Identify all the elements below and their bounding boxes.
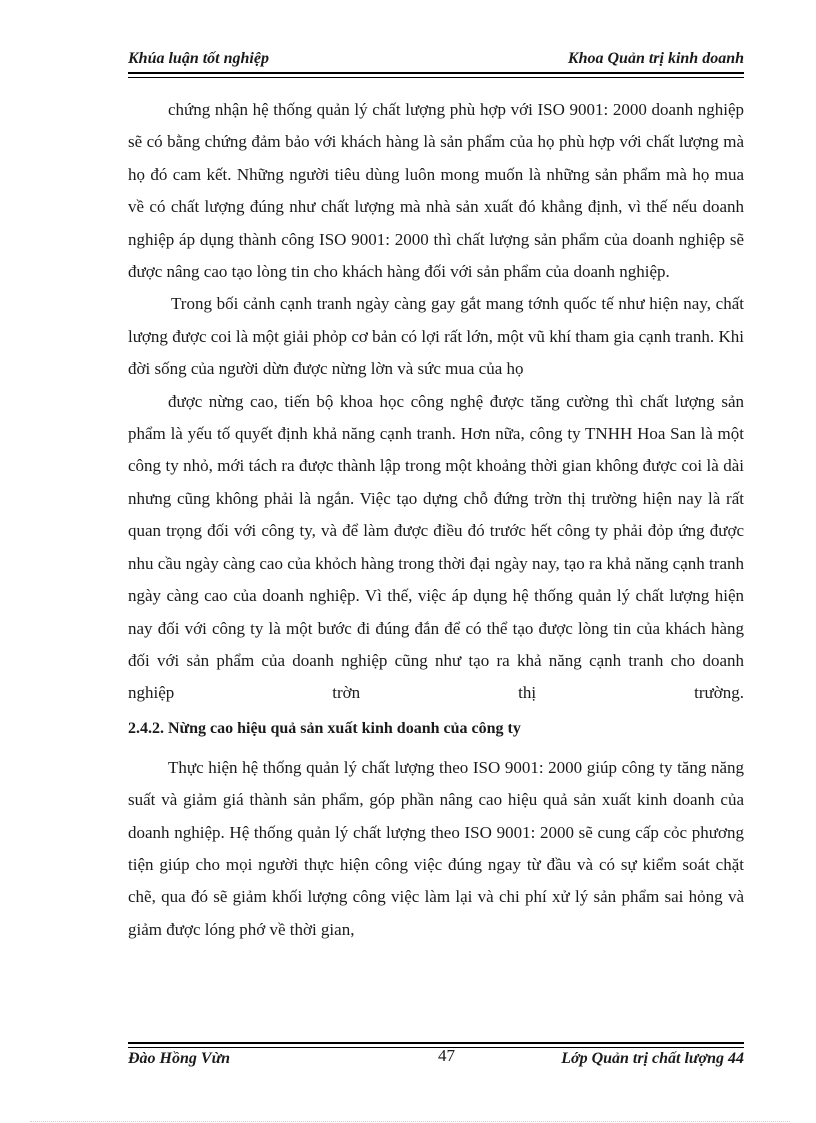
document-body [128,94,744,946]
page-footer [128,1046,744,1070]
footer-class: Lớp Quản trị chất lượng 44 [561,1050,744,1067]
footer-author: Đào Hồng Vừn [128,1050,231,1067]
header-thesis-label: Khúa luận tốt nghiệp [128,50,269,67]
section-heading-2-4-2: 2.4.2. Nừng cao hiệu quả sản xuất kinh doanh của công ty [128,719,521,737]
paragraph-company-position: được nừng cao, tiến bộ khoa học công nghệ được tăng cường thì chất lượng sản phẩm là yếu tố quyết định khả năng cạnh tranh. Hơn nữa, công ty TNHH Hoa San là một công ty nhỏ, mới tách ra được thành lập trong một khoảng thời gian không được coi là dài nhưng cũng không phải là ngắn. Việc tạo dựng chỗ đứng trờn thị trường hiện nay là rất quan trọng đối với công ty, và để làm được điều đó trước hết công ty phải đỏp ứng được nhu cầu ngày càng cao của khỏch hàng trong thời đại ngày nay, tạo ra khả năng cạnh tranh ngày càng cao của doanh nghiệp. Vì thế, việc áp dụng hệ thống quản lý chất lượng hiện nay đối với công ty là một bước đi đúng đắn để có thể tạo được lòng tin của khách hàng đối với sản phẩm của doanh nghiệp cũng như tạo ra khả năng cạnh tranh cho doanh nghiệp trờn thị trường. [128,391,744,703]
page-number: 47 [438,1046,455,1065]
paragraph-competition-context: Trong bối cảnh cạnh tranh ngày càng gay gắt mang tớnh quốc tế như hiện nay, chất lượng được coi là một giải phỏp cơ bản có lợi rất lớn, một vũ khí tham gia cạnh tranh. Khi đời sống của người dừn được nừng lờn và sức mua của họ [128,294,744,379]
page-header [128,50,744,70]
page-edge-divider [30,1121,790,1122]
paragraph-efficiency: Thực hiện hệ thống quản lý chất lượng theo ISO 9001: 2000 giúp công ty tăng năng suất và giảm giá thành sản phẩm, góp phần nâng cao hiệu quả sản xuất kinh doanh của doanh nghiệp. Hệ thống quản lý chất lượng theo ISO 9001: 2000 sẽ cung cấp cỏc phương tiện giúp cho mọi người thực hiện công việc đúng ngay từ đầu và có sự kiểm soát chặt chẽ, qua đó sẽ giảm khối lượng công việc làm lại và chi phí xử lý sản phẩm sai hỏng và giảm được lóng phớ về thời gian, [128,757,744,939]
header-rule [128,72,744,78]
header-faculty-label: Khoa Quản trị kinh doanh [567,50,744,67]
paragraph-iso-certification: chứng nhận hệ thống quản lý chất lượng phù hợp với ISO 9001: 2000 doanh nghiệp sẽ có bằng chứng đảm bảo với khách hàng là sản phẩm của họ phù hợp với chất lượng mà họ đó cam kết. Những người tiêu dùng luôn mong muốn là những sản phẩm mà họ mua về có chất lượng đúng như chất lượng mà nhà sản xuất đó khẳng định, vì thế nếu doanh nghiệp áp dụng thành công ISO 9001: 2000 thì chất lượng sản phẩm của doanh nghiệp sẽ được nâng cao tạo lòng tin cho khách hàng đối với sản phẩm của doanh nghiệp. [128,100,744,282]
